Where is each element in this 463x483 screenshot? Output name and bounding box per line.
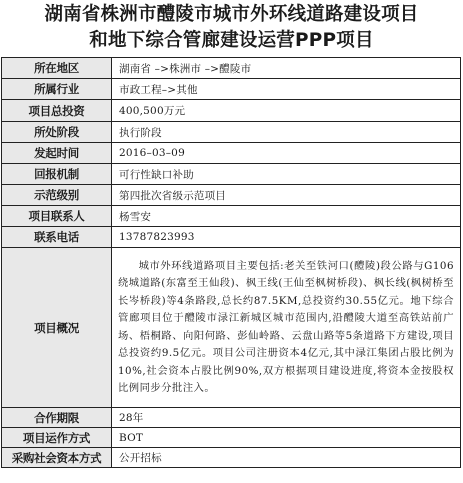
table-row <box>2 143 461 164</box>
row-label-region: 所在地区 <box>2 58 112 79</box>
row-value-start-date: 2016–03–09 <box>112 143 461 164</box>
row-value-stage: 执行阶段 <box>112 122 461 143</box>
table-row <box>2 248 461 408</box>
row-value-contact-person: 杨雪安 <box>112 206 461 227</box>
project-info-table <box>1 57 461 468</box>
table-row <box>2 428 461 448</box>
row-value-total-investment: 400,500万元 <box>112 100 461 122</box>
row-value-phone: 13787823993 <box>112 227 461 248</box>
row-label-return-mechanism: 回报机制 <box>2 164 112 185</box>
table-row <box>2 448 461 468</box>
row-label-start-date: 发起时间 <box>2 143 112 164</box>
row-label-demo-level: 示范级别 <box>2 185 112 206</box>
row-value-procurement: 公开招标 <box>112 448 461 468</box>
row-label-total-investment: 项目总投资 <box>2 100 112 122</box>
row-label-overview: 项目概况 <box>2 248 112 408</box>
row-value-return-mechanism: 可行性缺口补助 <box>112 164 461 185</box>
table-row <box>2 408 461 428</box>
page-title <box>0 0 463 55</box>
row-label-term: 合作期限 <box>2 408 112 428</box>
table-row <box>2 79 461 100</box>
title-line-1: 湖南省株洲市醴陵市城市外环线道路建设项目 <box>44 4 419 25</box>
row-value-industry: 市政工程–>其他 <box>112 79 461 100</box>
row-label-stage: 所处阶段 <box>2 122 112 143</box>
row-value-term: 28年 <box>112 408 461 428</box>
row-value-demo-level: 第四批次省级示范项目 <box>112 185 461 206</box>
row-label-phone: 联系电话 <box>2 227 112 248</box>
table-row <box>2 122 461 143</box>
row-label-contact-person: 项目联系人 <box>2 206 112 227</box>
row-value-region: 湖南省 –>株洲市 –>醴陵市 <box>112 58 461 79</box>
row-value-operation-mode: BOT <box>112 428 461 448</box>
row-value-overview: 城市外环线道路项目主要包括:老关至铁河口(醴陵)段公路与G106绕城道路(东富至王仙段)、枫王线(王仙至枫树桥段)、枫长线(枫树桥至长岑桥段)等4条路段,总长约87.5KM,总投资约30.55亿元。地下综合管廊项目位于醴陵市渌江新城区城市范围内,沿醴陵大道至高铁站前广场、梧桐路、向阳何路、彭仙岭路、云盘山路等5条道路下方建设,项目总投资约9.5亿元。项目公司注册资本4亿元,其中渌江集团占股比例为10%,社会资本占股比例90%,双方根据项目建设进度,将资本金按股权比例同步分批注入。 <box>112 248 461 408</box>
table-row <box>2 100 461 122</box>
table-row <box>2 206 461 227</box>
table-row <box>2 164 461 185</box>
row-label-operation-mode: 项目运作方式 <box>2 428 112 448</box>
table-row <box>2 227 461 248</box>
row-label-industry: 所属行业 <box>2 79 112 100</box>
row-label-procurement: 采购社会资本方式 <box>2 448 112 468</box>
title-line-2: 和地下综合管廊建设运营PPP项目 <box>89 30 374 51</box>
table-row <box>2 58 461 79</box>
table-row <box>2 185 461 206</box>
